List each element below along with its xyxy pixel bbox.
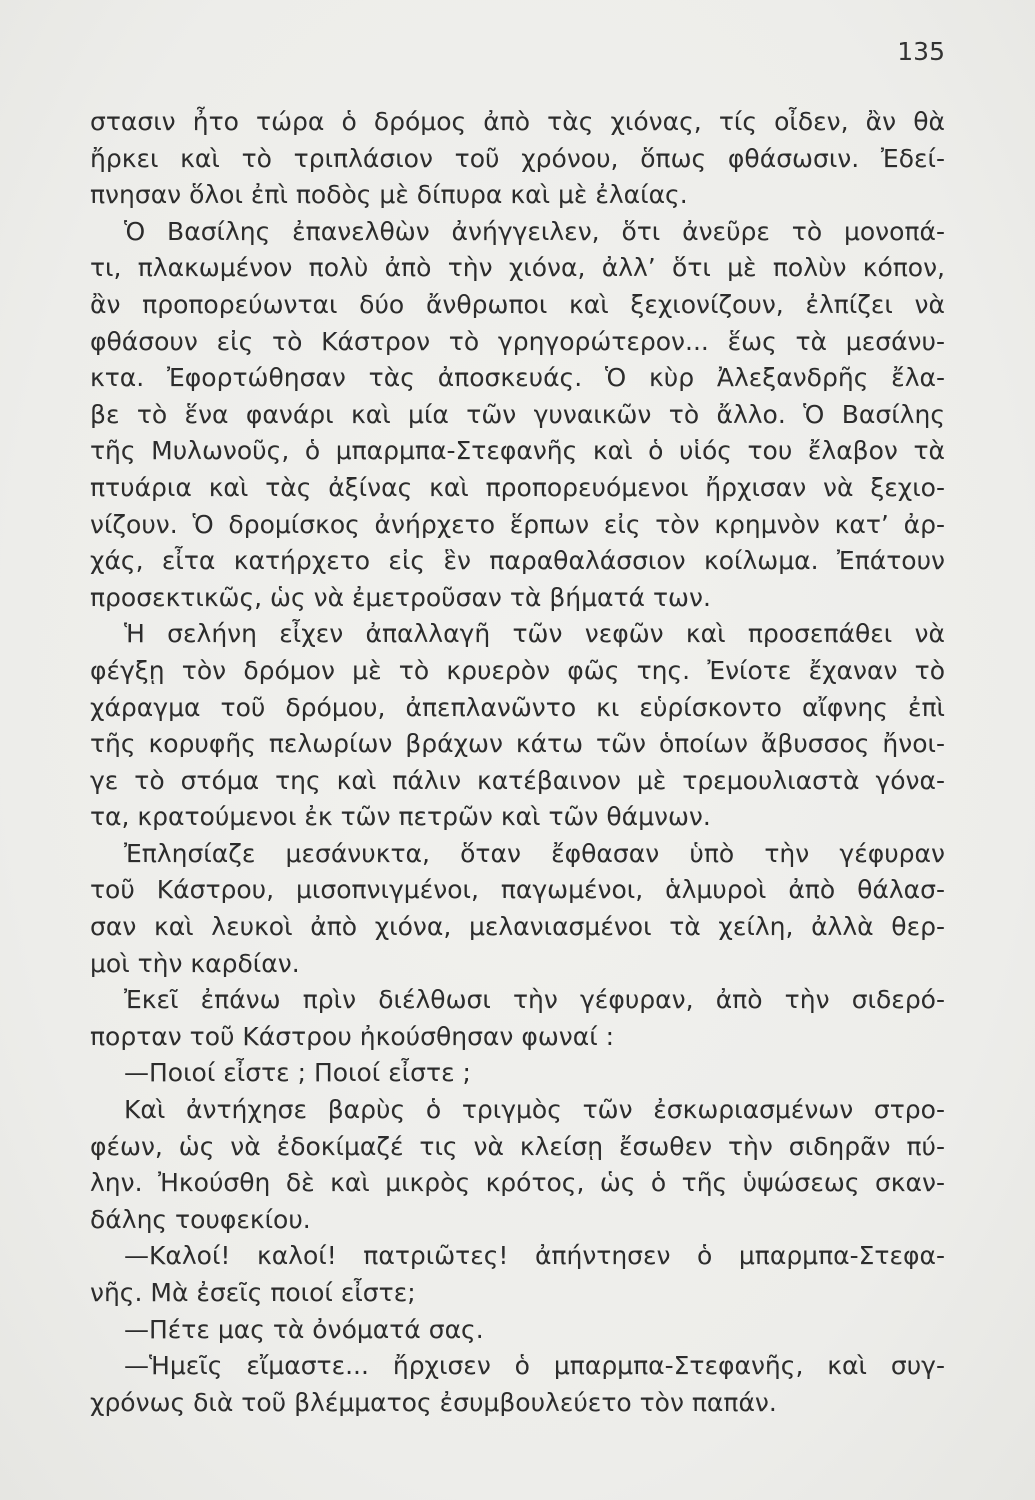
body-text <box>90 104 945 1421</box>
text-line: νῆς. Μὰ ἐσεῖς ποιοί εἶστε; <box>90 1278 416 1307</box>
text-line: χάραγμα τοῦ δρόμου, ἀπεπλανῶντο κι εὑρίσκοντο αἴφνης ἐπὶ <box>90 692 945 722</box>
text-line: σαν καὶ λευκοὶ ἀπὸ χιόνα, μελανιασμένοι τὰ χείλη, ἀλλὰ θερ- <box>90 912 945 942</box>
dialogue-paragraph <box>90 1055 945 1092</box>
dialogue-paragraph <box>90 1348 945 1421</box>
text-line: —Πέτε μας τὰ ὀνόματά σας. <box>124 1314 484 1344</box>
text-line: Ἡ σελήνη εἶχεν ἀπαλλαγῆ τῶν νεφῶν καὶ προσεπάθει νὰ <box>124 619 945 649</box>
text-line: φέγξῃ τὸν δρόμον μὲ τὸ κρυερὸν φῶς της. Ἐνίοτε ἔχαναν τὸ <box>90 655 945 685</box>
dialogue-paragraph <box>90 1238 945 1311</box>
text-line: προσεκτικῶς, ὡς νὰ ἐμετροῦσαν τὰ βήματά των. <box>90 582 711 612</box>
text-line: πτυάρια καὶ τὰς ἀξίνας καὶ προπορευόμενοι ἤρχισαν νὰ ξεχιο- <box>90 472 945 502</box>
text-line: Ἐπλησίαζε μεσάνυκτα, ὅταν ἔφθασαν ὑπὸ τὴν γέφυραν <box>124 838 945 868</box>
text-line: —Καλοί! καλοί! πατριῶτες! ἀπήντησεν ὁ μπαρμπα-Στεφα- <box>124 1241 945 1271</box>
text-line: τι, πλακωμένον πολὺ ἀπὸ τὴν χιόνα, ἀλλ’ ὅτι μὲ πολὺν κόπον, <box>90 253 945 283</box>
text-line: πνησαν ὅλοι ἐπὶ ποδὸς μὲ δίπυρα καὶ μὲ ἐλαίας. <box>90 180 688 210</box>
paragraph <box>90 104 945 214</box>
text-line: φθάσουν εἰς τὸ Κάστρον τὸ γρηγορώτερον... ἕως τὰ μεσάνυ- <box>90 326 945 356</box>
text-line: Ὁ Βασίλης ἐπανελθὼν ἀνήγγειλεν, ὅτι ἀνεῦρε τὸ μονοπά- <box>124 216 945 246</box>
text-line: τοῦ Κάστρου, μισοπνιγμένοι, παγωμένοι, ἁλμυροὶ ἀπὸ θάλασ- <box>90 875 945 905</box>
text-line: χάς, εἶτα κατήρχετο εἰς ἓν παραθαλάσσιον κοίλωμα. Ἐπάτουν <box>90 546 945 576</box>
paragraph <box>90 1092 945 1238</box>
page-number: 135 <box>897 37 945 66</box>
text-line: μοὶ τὴν καρδίαν. <box>90 948 300 978</box>
text-line: τα, κρατούμενοι ἐκ τῶν πετρῶν καὶ τῶν θάμνων. <box>90 802 711 832</box>
text-line: —Ἡμεῖς εἴμαστε... ἤρχισεν ὁ μπαρμπα-Στεφανῆς, καὶ συγ- <box>124 1351 945 1381</box>
dialogue-paragraph <box>90 1312 945 1349</box>
text-line: πορταν τοῦ Κάστρου ἠκούσθησαν φωναί : <box>90 1021 615 1051</box>
text-line: —Ποιοί εἶστε ; Ποιοί εἶστε ; <box>124 1058 471 1088</box>
text-line: στασιν ἦτο τώρα ὁ δρόμος ἀπὸ τὰς χιόνας, τίς οἶδεν, ἂν θὰ <box>90 107 945 136</box>
text-line: ἂν προπορεύωνται δύο ἄνθρωποι καὶ ξεχιονίζουν, ἐλπίζει νὰ <box>90 289 945 319</box>
text-line: τῆς κορυφῆς πελωρίων βράχων κάτω τῶν ὁποίων ἄβυσσος ἤνοι- <box>90 729 945 759</box>
text-line: λην. Ἠκούσθη δὲ καὶ μικρὸς κρότος, ὡς ὁ τῆς ὑψώσεως σκαν- <box>90 1168 945 1198</box>
text-line: Καὶ ἀντήχησε βαρὺς ὁ τριγμὸς τῶν ἐσκωριασμένων στρο- <box>124 1095 945 1125</box>
text-line: κτα. Ἐφορτώθησαν τὰς ἀποσκευάς. Ὁ κὺρ Ἀλεξανδρῆς ἔλα- <box>90 363 945 393</box>
paragraph <box>90 214 945 617</box>
text-line: φέων, ὡς νὰ ἐδοκίμαζέ τις νὰ κλείσῃ ἔσωθεν τὴν σιδηρᾶν πύ- <box>90 1131 945 1161</box>
text-line: ἤρκει καὶ τὸ τριπλάσιον τοῦ χρόνου, ὅπως φθάσωσιν. Ἐδεί- <box>90 143 945 173</box>
text-line: βε τὸ ἕνα φανάρι καὶ μία τῶν γυναικῶν τὸ ἄλλο. Ὁ Βασίλης <box>90 399 945 429</box>
paragraph <box>90 616 945 836</box>
paragraph <box>90 836 945 982</box>
text-line: χρόνως διὰ τοῦ βλέμματος ἐσυμβουλεύετο τὸν παπάν. <box>90 1387 777 1417</box>
text-line: δάλης τουφεκίου. <box>90 1204 311 1234</box>
text-line: τῆς Μυλωνοῦς, ὁ μπαρμπα-Στεφανῆς καὶ ὁ υἱός του ἔλαβον τὰ <box>90 436 945 466</box>
paragraph <box>90 982 945 1055</box>
text-line: Ἐκεῖ ἐπάνω πρὶν διέλθωσι τὴν γέφυραν, ἀπὸ τὴν σιδερό- <box>124 985 945 1015</box>
text-line: νίζουν. Ὁ δρομίσκος ἀνήρχετο ἕρπων εἰς τὸν κρημνὸν κατ’ ἀρ- <box>90 509 945 539</box>
text-line: γε τὸ στόμα της καὶ πάλιν κατέβαινον μὲ τρεμουλιαστὰ γόνα- <box>90 765 945 795</box>
